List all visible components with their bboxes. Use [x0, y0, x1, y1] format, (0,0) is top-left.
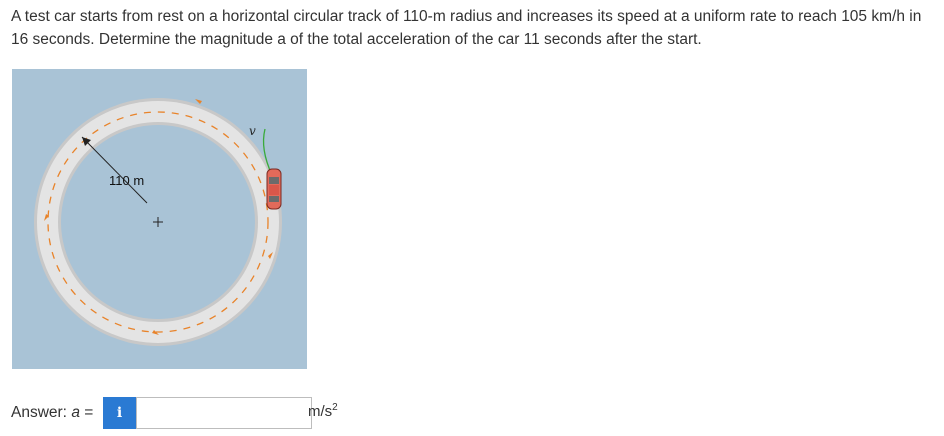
answer-row — [11, 397, 411, 430]
question-body: A test car starts from rest on a horizontal circular track of 110-m radius and increases its speed at a uniform rate to reach 105 km/h in 16 seconds. Determine the magnitude a of the total acceleration of the car 11 seconds after the start. — [11, 8, 922, 48]
circular-track-figure — [12, 69, 307, 369]
unit-exponent: 2 — [332, 402, 338, 413]
info-icon[interactable]: i — [103, 397, 136, 429]
track-diagram — [12, 69, 307, 369]
velocity-label: v — [249, 124, 256, 138]
radius-label: 110 m — [109, 173, 145, 188]
unit-label — [308, 402, 338, 420]
car-icon — [267, 169, 281, 209]
answer-label — [11, 404, 93, 422]
answer-label-prefix: Answer: — [11, 404, 72, 421]
answer-label-variable: a — [71, 404, 80, 421]
question-text — [11, 5, 936, 51]
unit-base: m/s — [308, 403, 333, 420]
answer-label-suffix: = — [79, 404, 94, 421]
answer-input[interactable] — [136, 397, 312, 429]
